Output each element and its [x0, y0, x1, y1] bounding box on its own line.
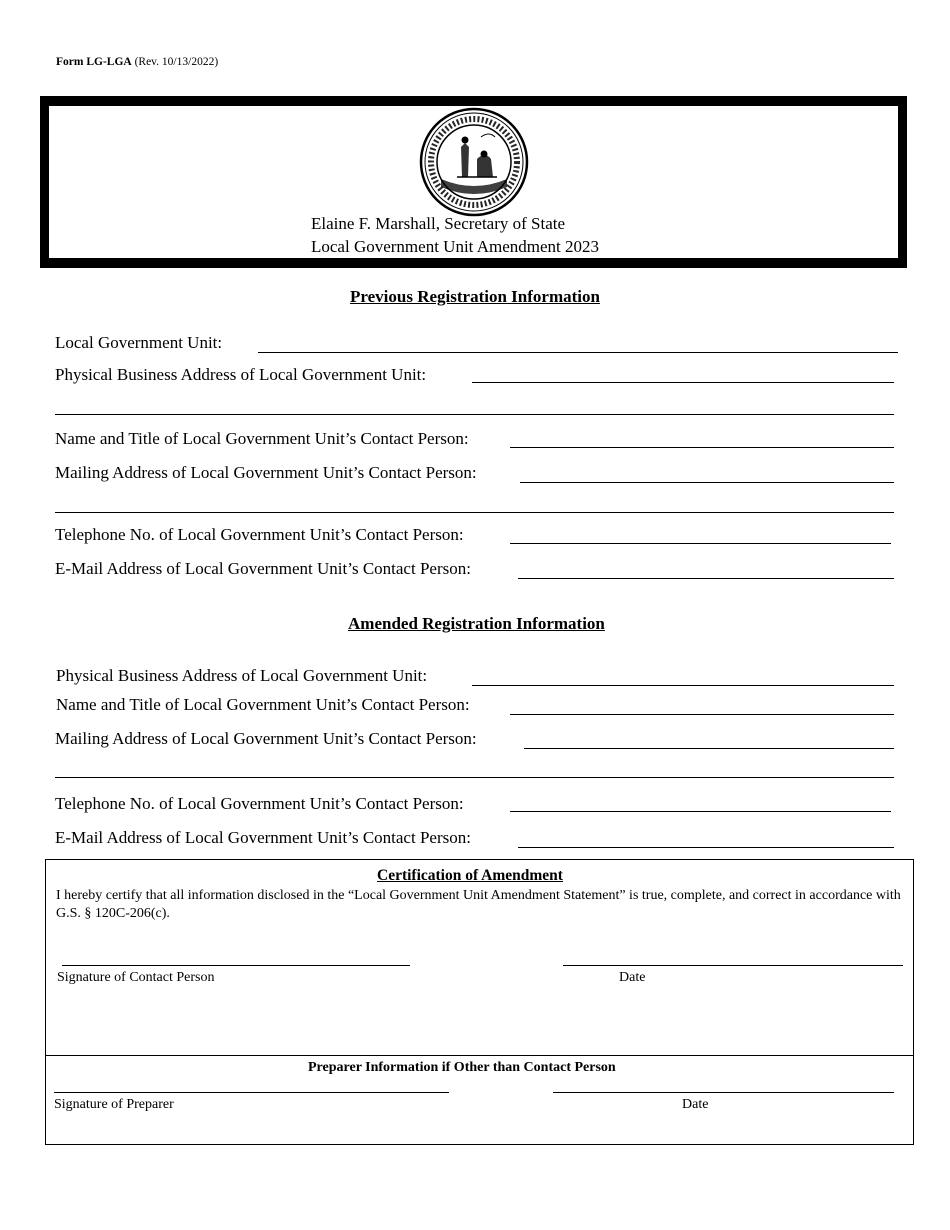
prev-mailing-label: Mailing Address of Local Government Unit’s Contact Person:	[55, 463, 477, 482]
contact-signature-field[interactable]	[62, 965, 410, 966]
state-seal-icon	[419, 107, 529, 217]
preparer-signature-label: Signature of Preparer	[54, 1097, 174, 1112]
amend-contact-name-label: Name and Title of Local Government Unit’s Contact Person:	[56, 695, 470, 714]
preparer-title: Preparer Information if Other than Contact Person	[308, 1060, 616, 1075]
amend-phone-label: Telephone No. of Local Government Unit’s Contact Person:	[55, 794, 464, 813]
prev-email-label: E-Mail Address of Local Government Unit’s Contact Person:	[55, 559, 471, 578]
amend-mailing-field[interactable]	[524, 748, 894, 749]
prev-unit-label: Local Government Unit:	[55, 333, 223, 352]
previous-section-title: Previous Registration Information	[350, 287, 600, 306]
prev-contact-name-label: Name and Title of Local Government Unit’s Contact Person:	[55, 429, 469, 448]
prev-phone-field[interactable]	[510, 543, 891, 544]
amend-contact-name-field[interactable]	[510, 714, 894, 715]
contact-signature-label: Signature of Contact Person	[57, 970, 215, 985]
amend-phone-field[interactable]	[510, 811, 891, 812]
amend-email-field[interactable]	[518, 847, 894, 848]
certification-text: I hereby certify that all information disclosed in the “Local Government Unit Amendment Statement” is true, complete, and correct in accordance with G.S. § 120C-206(c).	[56, 888, 901, 921]
prev-unit-field[interactable]	[258, 352, 898, 353]
form-code: Form LG-LGA	[56, 56, 132, 68]
amend-email-label: E-Mail Address of Local Government Unit’s Contact Person:	[55, 828, 471, 847]
header-text	[311, 212, 599, 258]
secretary-name: Elaine F. Marshall, Secretary of State	[311, 214, 566, 233]
prev-contact-name-field[interactable]	[510, 447, 894, 448]
preparer-date-field[interactable]	[553, 1092, 894, 1093]
amend-mailing-label: Mailing Address of Local Government Unit’s Contact Person:	[55, 729, 477, 748]
contact-date-field[interactable]	[563, 965, 903, 966]
prev-address-field[interactable]	[472, 382, 894, 383]
prev-email-field[interactable]	[518, 578, 894, 579]
preparer-signature-field[interactable]	[54, 1092, 449, 1093]
contact-date-label: Date	[619, 970, 646, 985]
form-id	[56, 56, 218, 68]
form-title: Local Government Unit Amendment 2023	[311, 237, 599, 256]
prev-phone-label: Telephone No. of Local Government Unit’s Contact Person:	[55, 525, 464, 544]
amend-address-label: Physical Business Address of Local Government Unit:	[56, 666, 428, 685]
certification-title: Certification of Amendment	[377, 867, 563, 884]
preparer-divider	[45, 1055, 914, 1056]
preparer-date-label: Date	[682, 1097, 709, 1112]
prev-address-field-line2[interactable]	[55, 414, 894, 415]
form-revision: (Rev. 10/13/2022)	[134, 56, 219, 68]
amended-section-title: Amended Registration Information	[348, 614, 605, 633]
prev-mailing-field[interactable]	[520, 482, 894, 483]
amend-mailing-field-line2[interactable]	[55, 777, 894, 778]
prev-address-label: Physical Business Address of Local Government Unit:	[55, 365, 427, 384]
prev-mailing-field-line2[interactable]	[55, 512, 894, 513]
amend-address-field[interactable]	[472, 685, 894, 686]
